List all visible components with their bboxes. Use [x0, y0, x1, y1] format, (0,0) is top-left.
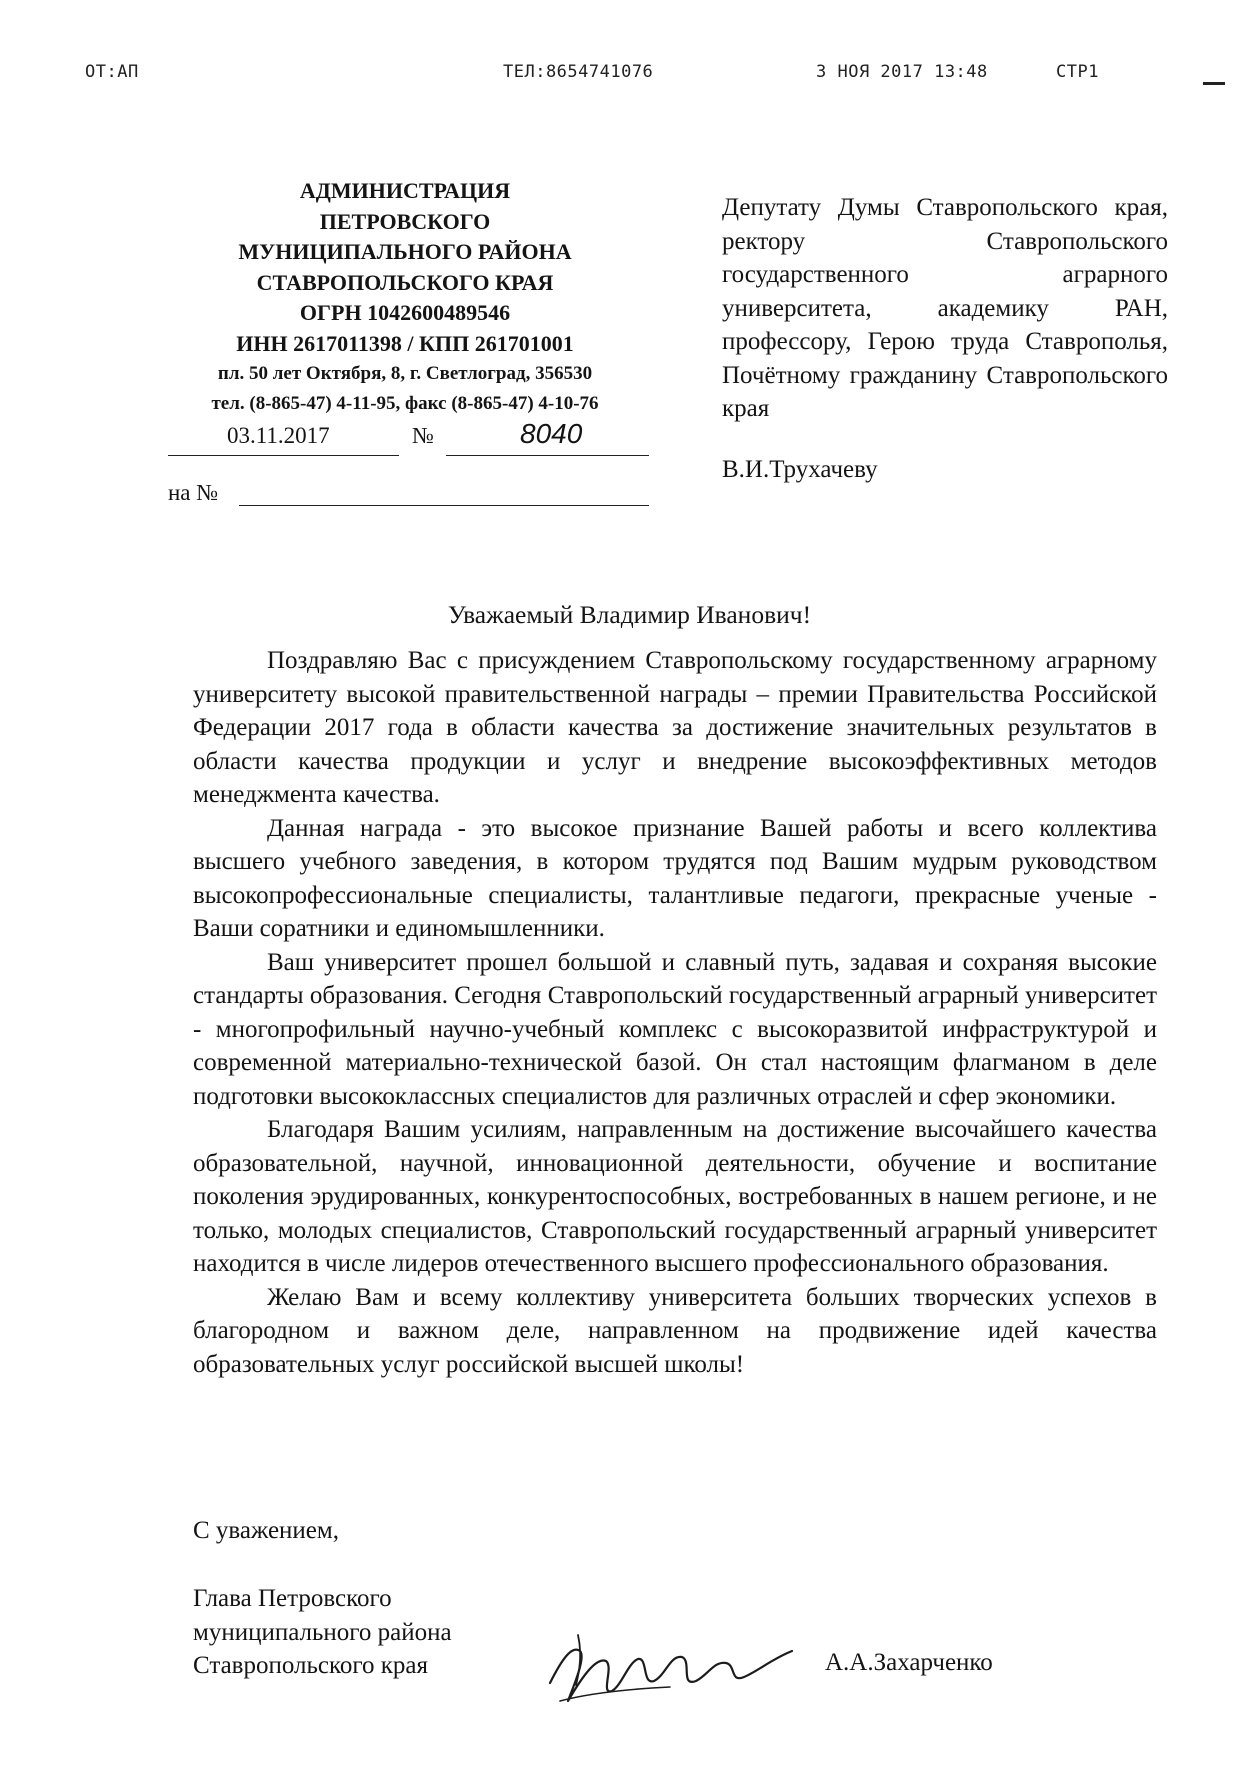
fax-datetime: 3 НОЯ 2017 13:48: [816, 62, 988, 82]
signatory-title-line: муниципального района: [193, 1618, 452, 1646]
body-paragraph: Благодаря Вашим усилиям, направленным на достижение высочайшего качества образовательной, научной, инновационной деятельности, обучение и воспитание поколения эрудированных, конкурентоспособных, востребованных в нашем регионе, и не только, молодых специалистов, Ставропольский государственный аграрный университет находится в числе лидеров отечественного высшего профессионального образования.: [193, 1116, 1157, 1277]
sender-ogrn: ОГРН 1042600489546: [299, 300, 511, 325]
reference-label: на №: [168, 480, 219, 505]
sender-phones: тел. (8-865-47) 4-11-95, факс (8-865-47) 4-10-76: [211, 393, 599, 414]
outgoing-date: 03.11.2017: [227, 423, 330, 448]
sender-inn-kpp: ИНН 2617011398 / КПП 261701001: [236, 330, 574, 356]
signatory-title-line: Глава Петровского: [193, 1585, 392, 1612]
signatory-title-line: Ставропольского края: [193, 1652, 428, 1679]
signatory-name: А.А.Захарченко: [825, 1649, 993, 1676]
body-paragraph: Данная награда - это высокое признание Вашей работы и всего коллектива высшего учебного заведения, в котором трудятся под Вашим мудрым руководством высокопрофессиональные специалисты, талантливые педагоги, прекрасные ученые - Ваши соратники и единомышленники.: [193, 814, 1157, 942]
closing: С уважением,: [193, 1517, 339, 1544]
fax-margin-mark: [1203, 82, 1225, 85]
fax-sender-id: ОТ:АП: [85, 62, 139, 82]
fax-page: СТР1: [1056, 62, 1099, 82]
outgoing-number: 8040: [520, 418, 583, 449]
addressee-block: Депутату Думы Ставропольского края, ректору Ставропольского государственного аграрного университета, академику РАН, профессору, Герою труда Ставрополья, Почётному гражданину Ставропольского края: [722, 194, 1168, 422]
body-paragraph: Ваш университет прошел большой и славный путь, задавая и сохраняя высокие стандарты образования. Сегодня Ставропольский государственный аграрный университет - многопрофильный научно-учебный комплекс с высокоразвитой инфраструктурой и современной материально-технической базой. Он стал настоящим флагманом в деле подготовки высококлассных специалистов для различных отраслей и сфер экономики.: [193, 948, 1157, 1110]
addressee-name: В.И.Трухачеву: [722, 456, 878, 483]
date-underline: [168, 455, 399, 456]
fax-phone: ТЕЛ:8654741076: [503, 62, 654, 82]
number-label: №: [412, 423, 434, 448]
handwritten-signature: [520, 1605, 810, 1715]
signatory-title: [193, 1582, 452, 1683]
sender-block: [160, 176, 650, 419]
sender-line: СТАВРОПОЛЬСКОГО КРАЯ: [256, 269, 554, 295]
letter-body: [193, 644, 1157, 1381]
sender-address: пл. 50 лет Октября, 8, г. Светлоград, 356530: [217, 363, 593, 384]
body-paragraph: Поздравляю Вас с присуждением Ставропольскому государственному аграрному университету высокой правительственной награды – премии Правительства Российской Федерации 2017 года в области качества за достижение значительных результатов в области качества продукции и услуг и внедрение высокоэффективных методов менеджмента качества.: [193, 647, 1157, 808]
body-paragraph: Желаю Вам и всему коллективу университета больших творческих успехов в благородном и важном деле, направленном на продвижение идей качества образовательных услуг российской высшей школы!: [193, 1283, 1157, 1378]
number-underline: [446, 455, 649, 456]
sender-line: МУНИЦИПАЛЬНОГО РАЙОНА: [238, 239, 572, 264]
sender-line: ПЕТРОВСКОГО: [319, 208, 491, 234]
salutation: Уважаемый Владимир Иванович!: [447, 600, 812, 629]
reference-underline: [239, 505, 649, 506]
sender-line: АДМИНИСТРАЦИЯ: [299, 178, 511, 203]
